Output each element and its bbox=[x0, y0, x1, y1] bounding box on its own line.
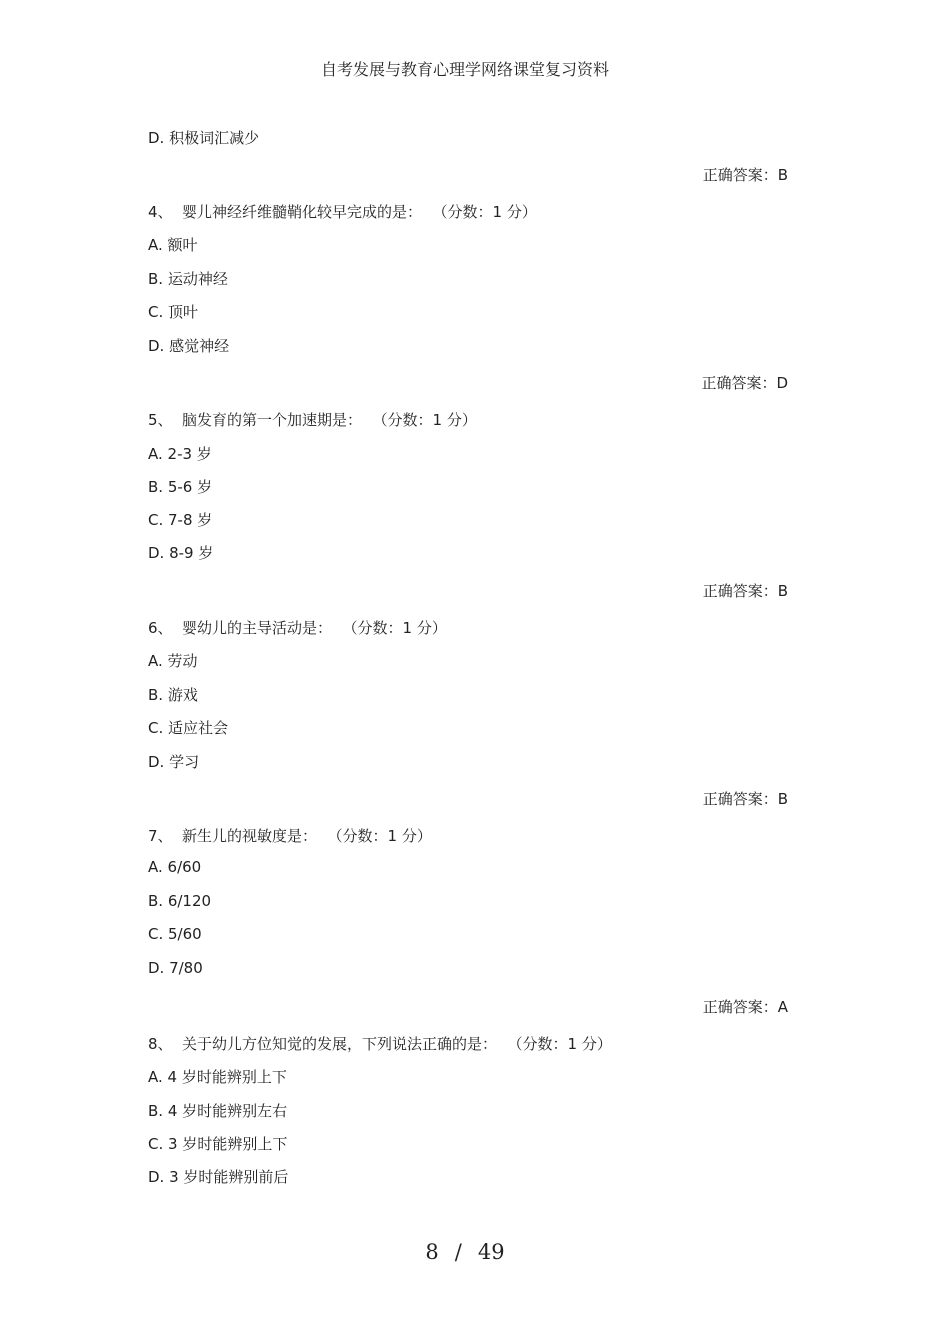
question-5 bbox=[148, 409, 477, 430]
correct-answer: 正确答案：A bbox=[702, 998, 788, 1016]
question-number: 8、 bbox=[148, 1035, 173, 1053]
question-number: 6、 bbox=[148, 619, 173, 637]
option-a: A. 额叶 bbox=[148, 236, 198, 254]
question-score: （分数：1 分） bbox=[515, 1035, 612, 1053]
option-b: B. 5-6 岁 bbox=[148, 478, 213, 496]
option-a: A. 4 岁时能辨别上下 bbox=[148, 1068, 287, 1086]
option-b: B. 运动神经 bbox=[148, 270, 228, 288]
question-text: 婴儿神经纤维髓鞘化较早完成的是： bbox=[182, 203, 423, 221]
question-7 bbox=[148, 825, 432, 846]
total-pages: 49 bbox=[477, 1240, 505, 1264]
question-6 bbox=[148, 617, 447, 638]
option-a: A. 劳动 bbox=[148, 652, 198, 670]
option-c: C. 顶叶 bbox=[148, 303, 199, 321]
question-8 bbox=[148, 1033, 612, 1054]
question-text: 婴幼儿的主导活动是： bbox=[182, 619, 333, 637]
question-text: 关于幼儿方位知觉的发展，下列说法正确的是： bbox=[182, 1035, 498, 1053]
correct-answer: 正确答案：B bbox=[702, 790, 788, 808]
option-d: D. 7/80 bbox=[148, 959, 203, 977]
option-d: D. 3 岁时能辨别前后 bbox=[148, 1168, 289, 1186]
question-score: （分数：1 分） bbox=[380, 411, 477, 429]
prev-correct-answer: 正确答案：B bbox=[702, 166, 788, 184]
option-c: C. 适应社会 bbox=[148, 719, 229, 737]
option-c: C. 7-8 岁 bbox=[148, 511, 213, 529]
correct-answer: 正确答案：D bbox=[701, 374, 788, 392]
option-d: D. 感觉神经 bbox=[148, 337, 230, 355]
question-score: （分数：1 分） bbox=[335, 827, 432, 845]
option-c: C. 3 岁时能辨别上下 bbox=[148, 1135, 288, 1153]
page-header-title: 自考发展与教育心理学网络课堂复习资料 bbox=[320, 60, 609, 79]
option-a: A. 6/60 bbox=[148, 858, 202, 876]
question-number: 7、 bbox=[148, 827, 173, 845]
question-text: 脑发育的第一个加速期是： bbox=[182, 411, 363, 429]
prev-option-d: D. 积极词汇减少 bbox=[148, 129, 260, 147]
option-b: B. 4 岁时能辨别左右 bbox=[148, 1102, 288, 1120]
question-score: （分数：1 分） bbox=[440, 203, 537, 221]
question-number: 5、 bbox=[148, 411, 173, 429]
page-number bbox=[0, 1240, 930, 1264]
option-b: B. 游戏 bbox=[148, 686, 198, 704]
correct-answer: 正确答案：B bbox=[702, 582, 788, 600]
option-a: A. 2-3 岁 bbox=[148, 445, 212, 463]
question-text: 新生儿的视敏度是： bbox=[182, 827, 318, 845]
question-score: （分数：1 分） bbox=[350, 619, 447, 637]
option-b: B. 6/120 bbox=[148, 892, 212, 910]
option-d: D. 8-9 岁 bbox=[148, 544, 214, 562]
page-separator: / bbox=[454, 1240, 462, 1264]
question-number: 4、 bbox=[148, 203, 173, 221]
option-d: D. 学习 bbox=[148, 753, 200, 771]
question-4 bbox=[148, 201, 537, 222]
option-c: C. 5/60 bbox=[148, 925, 202, 943]
current-page: 8 bbox=[425, 1240, 439, 1264]
